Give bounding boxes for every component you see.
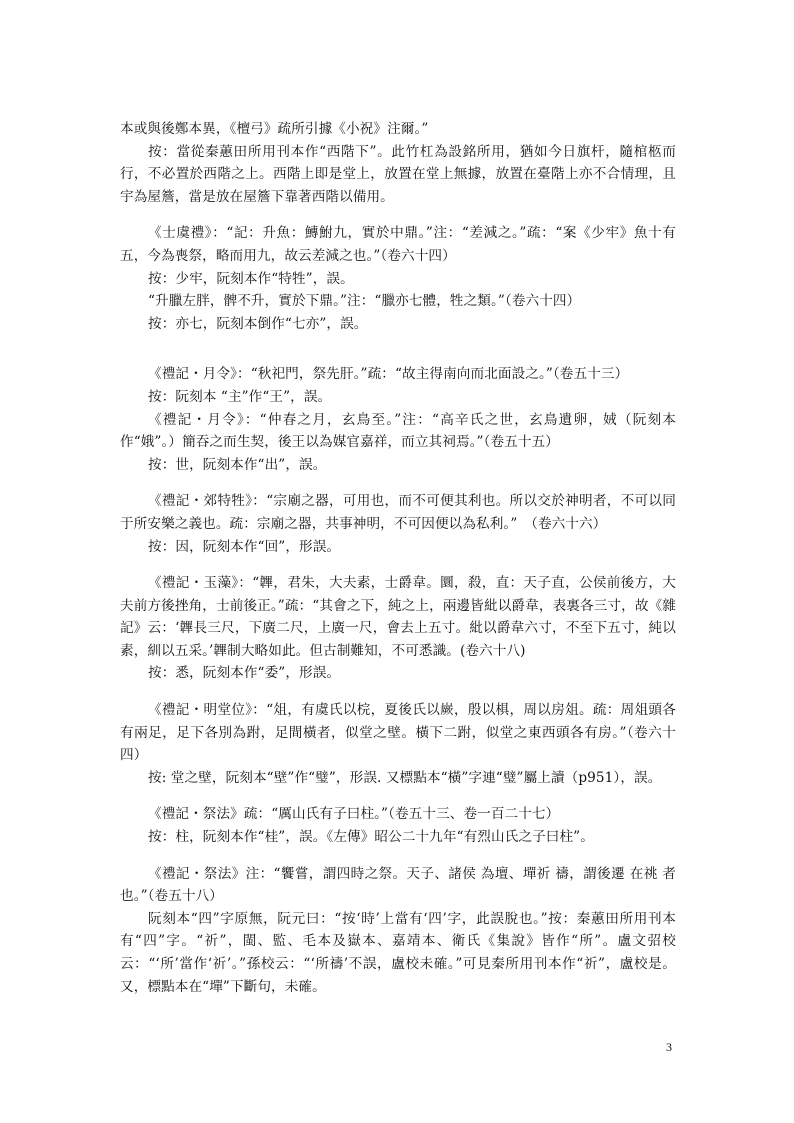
paragraph: 《禮記・祭法》注：“饗嘗，謂四時之祭。天子、諸侯 為壇、墠祈 禱，謂後遷 在祧 者也。”（卷五十八）	[120, 865, 676, 905]
paragraph-gap	[120, 849, 676, 863]
paragraph-gap	[120, 476, 676, 490]
page-body	[120, 118, 676, 998]
paragraph: 《禮記・明堂位》：“俎，有虞氏以梡，夏後氏以嶡，殷以椇，周以房俎。疏：周俎頭各有兩足，足下各別為跗，足間橫者，似堂之壁。橫下二跗，似堂之東西頭各有房。”（卷六十四）	[120, 702, 676, 764]
paragraph: 按：世，阮刻本作“出”，誤。	[148, 456, 327, 473]
paragraph-gap	[120, 685, 676, 699]
paragraph: 《禮記・郊特牲》：“宗廟之器，可用也，而不可便其利也。所以交於神明者，不可以同于所安樂之義也。疏：宗廟之器，共事神明，不可因便以為私利。” （卷六十六）	[120, 493, 676, 532]
paragraph: “升臘左胖，髀不升，實於下鼎。”注：“臘亦七體，牲之類。”（卷六十四）	[148, 293, 581, 310]
paragraph: 《士虞禮》：“記：升魚：鱄鮒九，實於中鼎。”注：“差減之。”疏：“案《少牢》魚十有五，今為喪祭，略而用九，故云差減之也。”（卷六十四）	[120, 225, 676, 264]
paragraph: 按: 堂之壁，阮刻本“壁”作“璧”，形誤. 又標點本“橫”字連“璧”屬上讀（p951），誤。	[148, 769, 662, 786]
paragraph-gap	[120, 789, 676, 803]
paragraph: 按：亦七，阮刻本倒作“七亦”，誤。	[148, 315, 368, 332]
paragraph: 《禮記・玉藻》：“韠，君朱，大夫素，士爵韋。圜，殺，直：天子直，公侯前後方，大夫前方後挫角，士前後正。”疏：“其會之下，純之上，兩邊皆紕以爵韋，表裏各三寸，故《雜記》云：‘韠長三尺，下廣二尺，上廣一尺，會去上五寸。紕以爵韋六寸，不至下五寸，純以素，紃以五采。’韠制大略如此。但古制難知，不可悉識。(卷六十八)	[120, 575, 676, 659]
paragraph-gap	[120, 558, 676, 572]
paragraph: 《禮記・月令》：“仲春之月，玄鳥至。”注：“高辛氏之世，玄鳥遺卵，娀（阮刻本作“娥”。）簡吞之而生契，後王以為媒官嘉祥，而立其祠焉。”（卷五十五）	[120, 411, 676, 451]
paragraph: 本或與後鄭本異，《檀弓》疏所引據《小祝》注爾。”	[120, 121, 429, 137]
paragraph: 按：少牢，阮刻本作“特牲”，誤。	[148, 270, 354, 287]
paragraph: 按：因，阮刻本作“回”，形誤。	[148, 538, 341, 555]
paragraph: 阮刻本“四”字原無，阮元曰：“按‘時’上當有‘四’字，此誤脫也。”按：秦蕙田所用刊本有“四”字。“祈”，閩、監、毛本及嶽本、嘉靖本、衛氏《集說》皆作“所”。盧文弨校云：“‘所’當作‘祈’。”孫校云：“‘所禱’不誤，盧校未確。”可見秦所用刊本作“祈”，盧校是。又，標點本在“墠”下斷句，未確。	[120, 910, 676, 995]
paragraph-gap	[120, 208, 676, 222]
page-number: 3	[666, 1040, 672, 1054]
paragraph-gap	[120, 335, 676, 363]
paragraph: 按：阮刻本 “主”作“王”，誤。	[148, 388, 332, 405]
paragraph: 按：當從秦蕙田所用刊本作“西階下”。此竹杠為設銘所用，猶如今日旗杆，隨棺柩而行，不必置於西階之上。西階上即是堂上，放置在堂上無據，放置在臺階上亦不合情理，且宇為屋簷，當是放在屋簷下靠著西階以備用。	[120, 143, 676, 205]
paragraph: 《禮記・祭法》疏：“厲山氏有子曰柱。”（卷五十三、卷一百二十七）	[148, 806, 560, 823]
paragraph: 按：柱，阮刻本作“桂”，誤。《左傳》昭公二十九年“有烈山氏之子曰柱”。	[148, 829, 594, 846]
paragraph: 按：悉，阮刻本作“委”，形誤。	[148, 665, 341, 682]
paragraph: 《禮記・月令》：“秋祀門，祭先肝。”疏：“故主得南向而北面設之。”（卷五十三）	[148, 366, 629, 383]
